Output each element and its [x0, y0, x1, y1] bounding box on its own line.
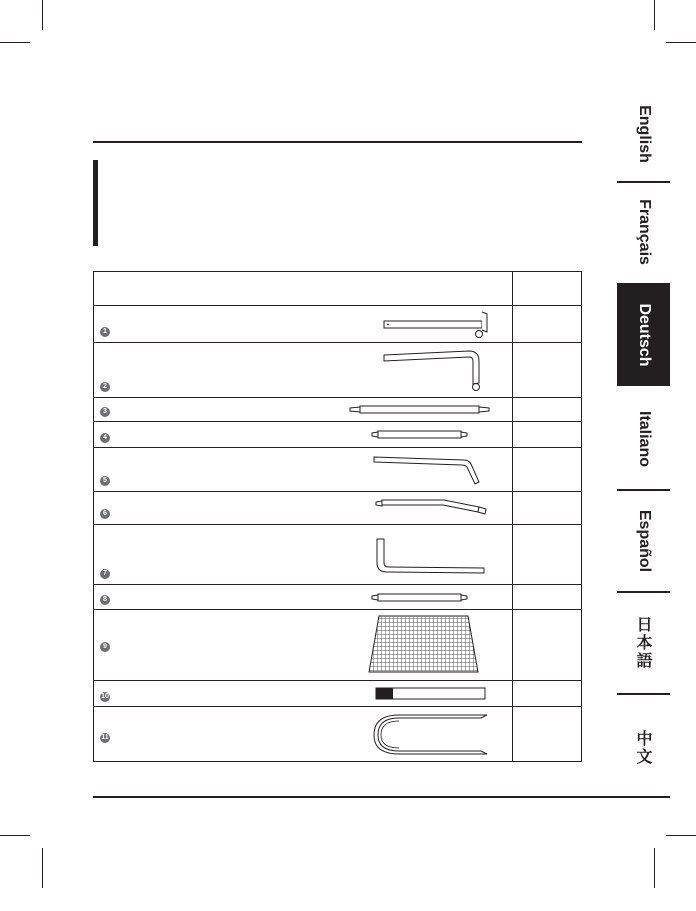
crop-mark: [42, 0, 43, 30]
part-2-illustration: [329, 343, 512, 397]
table-row: [94, 492, 582, 525]
tab-divider: [617, 181, 670, 183]
part-11-illustration: [329, 707, 512, 761]
part-name-cell: [94, 448, 330, 492]
tab-label: 中文: [634, 730, 653, 766]
part-1-illustration: [329, 306, 512, 342]
part-image-cell: [329, 398, 513, 422]
tab-divider: [617, 591, 670, 593]
part-image-cell: [329, 306, 513, 343]
table-row: [94, 343, 582, 398]
table-row: [94, 681, 582, 707]
part-number-badge: 1: [100, 327, 110, 337]
part-number-badge: 3: [100, 407, 110, 417]
part-name-cell: [94, 681, 330, 707]
part-name-cell: [94, 492, 330, 525]
part-number-badge: 11: [101, 734, 109, 741]
tab-espanol[interactable]: [617, 494, 670, 588]
part-qty-cell: [513, 398, 582, 422]
part-name-cell: [94, 422, 330, 448]
part-number-badge: 6: [100, 509, 110, 519]
table-row: [94, 306, 582, 343]
part-8-illustration: [329, 585, 512, 609]
tab-english[interactable]: [617, 90, 670, 178]
part-number-badge: 10: [101, 693, 109, 700]
part-qty-cell: [513, 610, 582, 681]
part-name-cell: [94, 306, 330, 343]
table-row: [94, 610, 582, 681]
part-number-badge: 7: [100, 569, 110, 579]
tab-label: Español: [635, 509, 653, 573]
crop-mark: [666, 835, 696, 836]
table-header-row: [94, 272, 582, 306]
tab-label: Français: [635, 199, 653, 265]
crop-mark: [654, 0, 655, 30]
header-rule: [93, 141, 582, 143]
part-3-illustration: [329, 398, 512, 421]
tab-divider: [617, 693, 670, 695]
part-name-cell: [94, 585, 330, 610]
part-number-badge: 4: [100, 433, 110, 443]
parts-table: [93, 271, 582, 762]
tab-label: Italiano: [635, 410, 653, 468]
part-10-illustration: [329, 681, 512, 706]
table-row: [94, 707, 582, 762]
part-name-cell: [94, 610, 330, 681]
tab-label: English: [635, 105, 653, 163]
table-row: [94, 585, 582, 610]
part-9-net-illustration: [329, 610, 512, 680]
part-7-illustration: [329, 525, 512, 584]
part-name-cell: [94, 398, 330, 422]
tab-japanese[interactable]: [617, 596, 670, 690]
part-name-cell: [94, 707, 330, 762]
part-number-badge: 2: [100, 382, 110, 392]
part-image-cell: [329, 585, 513, 610]
part-qty-cell: [513, 681, 582, 707]
part-image-cell: [329, 525, 513, 585]
part-name-cell: [94, 343, 330, 398]
tab-label: Deutsch: [635, 302, 653, 367]
table-row: [94, 525, 582, 585]
tab-label: 日本語: [634, 616, 653, 670]
part-number-badge: 9: [100, 642, 110, 652]
table-row: [94, 448, 582, 492]
part-number-badge: 8: [100, 595, 110, 605]
part-qty-cell: [513, 306, 582, 343]
part-image-cell: [329, 681, 513, 707]
part-qty-cell: [513, 343, 582, 398]
part-image-cell: [329, 492, 513, 525]
part-4-illustration: [329, 422, 512, 447]
part-6-illustration: [329, 492, 512, 524]
part-qty-cell: [513, 707, 582, 762]
header-cell-part: [94, 272, 513, 306]
part-name-cell: [94, 525, 330, 585]
crop-mark: [42, 848, 43, 888]
tab-chinese[interactable]: [617, 698, 670, 798]
tab-italiano[interactable]: [617, 392, 670, 486]
crop-mark: [0, 835, 30, 836]
table-row: [94, 422, 582, 448]
crop-mark: [654, 848, 655, 888]
footer-rule: [93, 796, 670, 798]
tab-deutsch[interactable]: [617, 283, 670, 386]
part-qty-cell: [513, 422, 582, 448]
part-image-cell: [329, 707, 513, 762]
header-cell-qty: [513, 272, 582, 306]
part-qty-cell: [513, 585, 582, 610]
tab-francais[interactable]: [617, 186, 670, 278]
part-qty-cell: [513, 492, 582, 525]
tab-divider: [617, 489, 670, 491]
part-qty-cell: [513, 525, 582, 585]
table-row: [94, 398, 582, 422]
crop-mark: [666, 42, 696, 43]
crop-mark: [0, 42, 30, 43]
part-qty-cell: [513, 448, 582, 492]
part-image-cell: [329, 448, 513, 492]
part-5-illustration: [329, 448, 512, 491]
part-image-cell: [329, 422, 513, 448]
part-image-cell: [329, 343, 513, 398]
section-title-bar: [93, 160, 98, 246]
part-image-cell: [329, 610, 513, 681]
part-number-badge: 5: [100, 476, 110, 486]
